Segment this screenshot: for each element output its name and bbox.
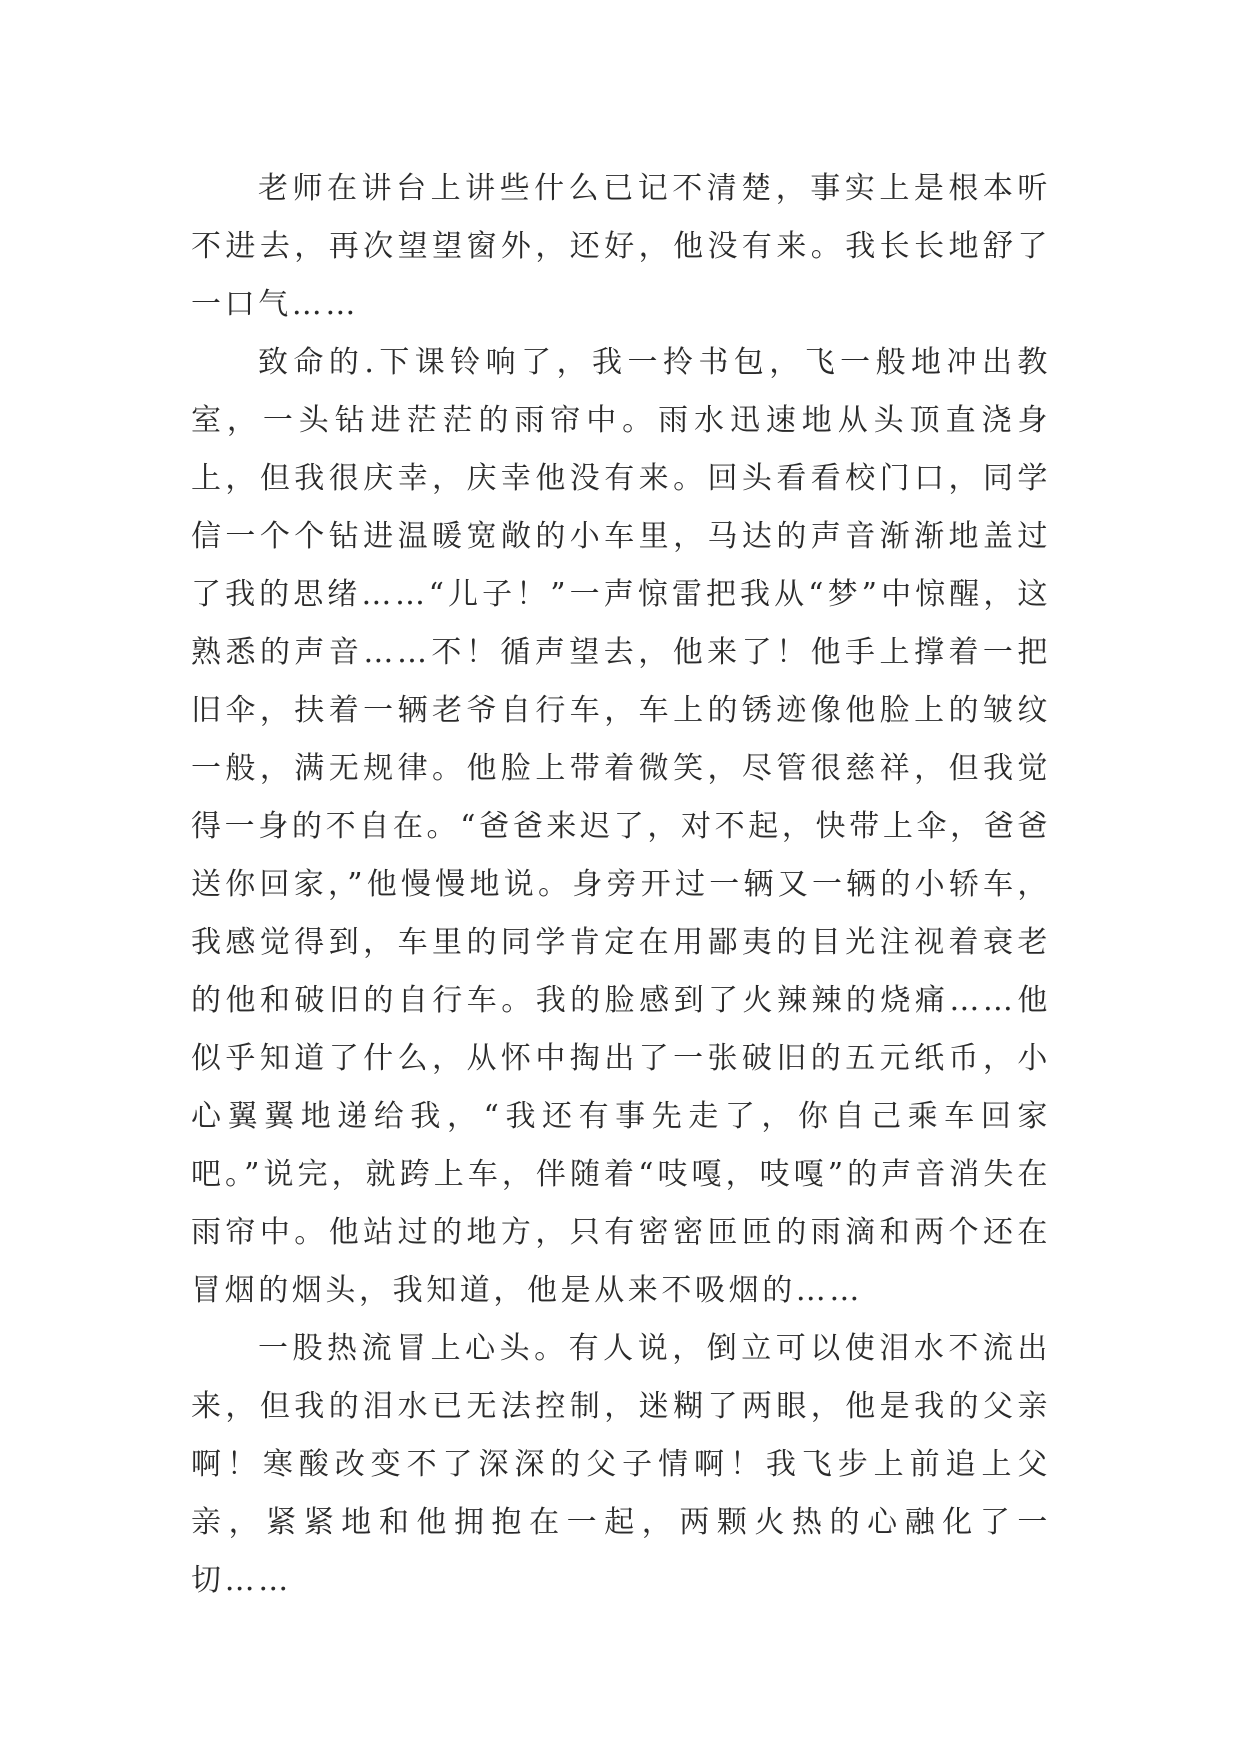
paragraph-2: 致命的.下课铃响了，我一拎书包，飞一般地冲出教室，一头钻进茫茫的雨帘中。雨水迅速地从头顶直浇身上，但我很庆幸，庆幸他没有来。回头看看校门口，同学信一个个钻进温暖宽敞的小车里，马达的声音渐渐地盖过了我的思绪……“儿子！”一声惊雷把我从“梦”中惊醒，这熟悉的声音……不！循声望去，他来了！他手上撑着一把旧伞，扶着一辆老爷自行车，车上的锈迹像他脸上的皱纹一般，满无规律。他脸上带着微笑，尽管很慈祥，但我觉得一身的不自在。“爸爸来迟了，对不起，快带上伞，爸爸送你回家，”他慢慢地说。身旁开过一辆又一辆的小轿车，我感觉得到，车里的同学肯定在用鄙夷的目光注视着衰老的他和破旧的自行车。我的脸感到了火辣辣的烧痛……他似乎知道了什么，从怀中掏出了一张破旧的五元纸币，小心翼翼地递给我，“我还有事先走了，你自己乘车回家吧。”说完，就跨上车，伴随着“吱嘎，吱嘎”的声音消失在雨帘中。他站过的地方，只有密密匝匝的雨滴和两个还在冒烟的烟头，我知道，他是从来不吸烟的……: [191, 345, 1051, 1308]
paragraph-3: 一股热流冒上心头。有人说，倒立可以使泪水不流出来，但我的泪水已无法控制，迷糊了两眼，他是我的父亲啊！寒酸改变不了深深的父子情啊！我飞步上前追上父亲，紧紧地和他拥抱在一起，两颗火热的心融化了一切……: [191, 1331, 1051, 1598]
document-body: [191, 160, 1051, 1610]
paragraph-1: 老师在讲台上讲些什么已记不清楚，事实上是根本听不进去，再次望望窗外，还好，他没有来。我长长地舒了一口气……: [191, 171, 1051, 322]
